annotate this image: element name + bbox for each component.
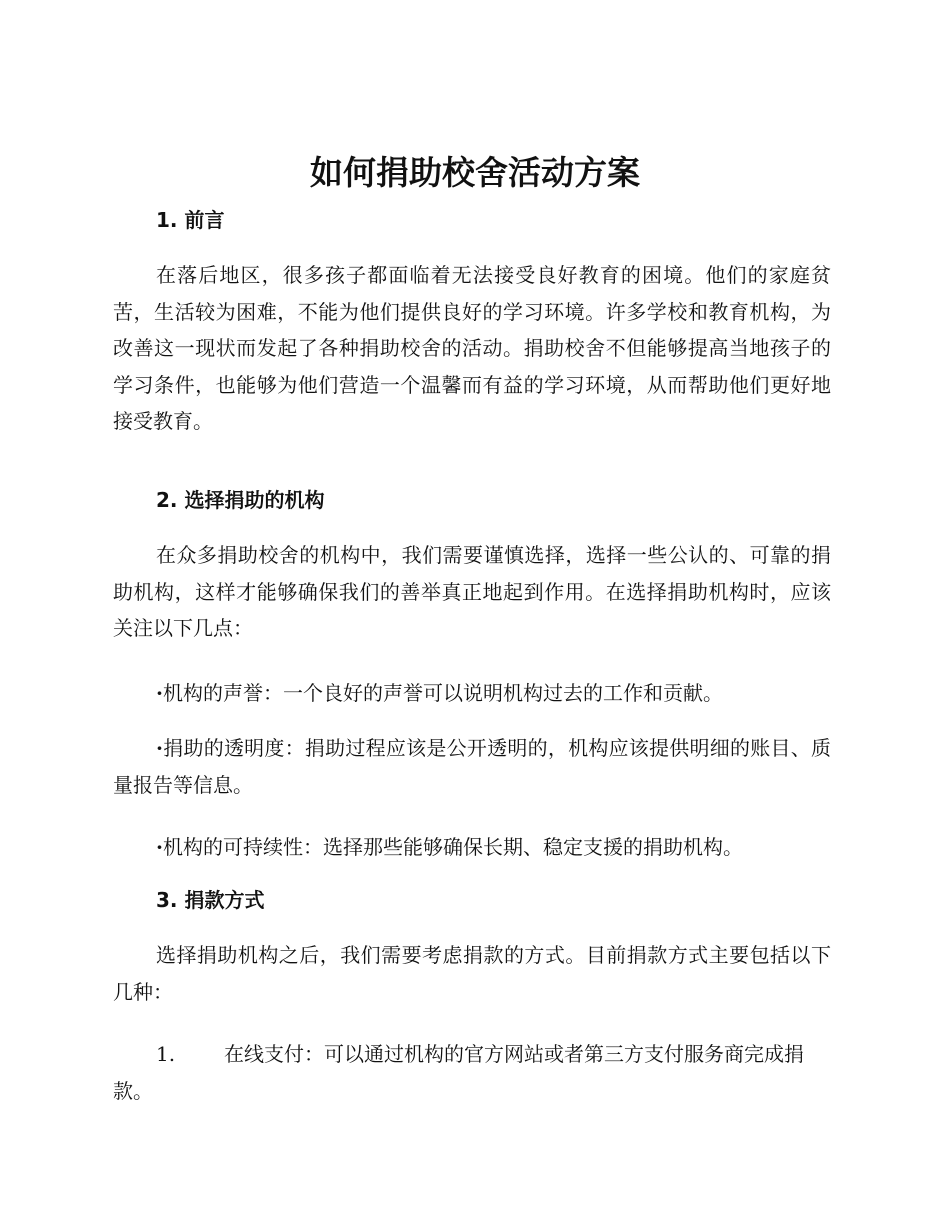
preface-paragraph: 在落后地区，很多孩子都面临着无法接受良好教育的困境。他们的家庭贫苦，生活较为困难，不能为他们提供良好的学习环境。许多学校和教育机构，为改善这一现状而发起了各种捐助校舍的活动。捐助校舍不但能够提高当地孩子的学习条件，也能够为他们营造一个温馨而有益的学习环境，从而帮助他们更好地接受教育。 [113, 263, 831, 433]
bullet-item-transparency [113, 730, 831, 803]
bullet-text: 机构的声誉：一个良好的声誉可以说明机构过去的工作和贡献。 [162, 681, 723, 705]
bullet-marker: · [156, 681, 163, 705]
section-heading-preface: 1. 前言 [156, 208, 225, 232]
section-heading-donation-methods: 3. 捐款方式 [156, 888, 265, 912]
choose-organization-paragraph: 在众多捐助校舍的机构中，我们需要谨慎选择，选择一些公认的、可靠的捐助机构，这样才能够确保我们的善举真正地起到作用。在选择捐助机构时，应该关注以下几点： [113, 543, 831, 640]
numbered-marker: 1. [156, 1042, 176, 1066]
bullet-item-sustainability [113, 829, 831, 866]
bullet-text: 捐助的透明度：捐助过程应该是公开透明的，机构应该提供明细的账目、质量报告等信息。 [113, 736, 831, 797]
section-heading-choose-organization: 2. 选择捐助的机构 [156, 488, 325, 512]
bullet-marker: · [156, 835, 163, 859]
bullet-marker: · [156, 736, 163, 760]
document-title: 如何捐助校舍活动方案 [310, 153, 640, 192]
numbered-item-online-payment [113, 1036, 833, 1109]
donation-methods-paragraph: 选择捐助机构之后，我们需要考虑捐款的方式。目前捐款方式主要包括以下几种： [113, 943, 831, 1004]
bullet-text: 机构的可持续性：选择那些能够确保长期、稳定支援的捐助机构。 [162, 835, 743, 859]
numbered-text: 在线支付：可以通过机构的官方网站或者第三方支付服务商完成捐款。 [113, 1042, 804, 1103]
bullet-item-reputation [113, 675, 831, 712]
